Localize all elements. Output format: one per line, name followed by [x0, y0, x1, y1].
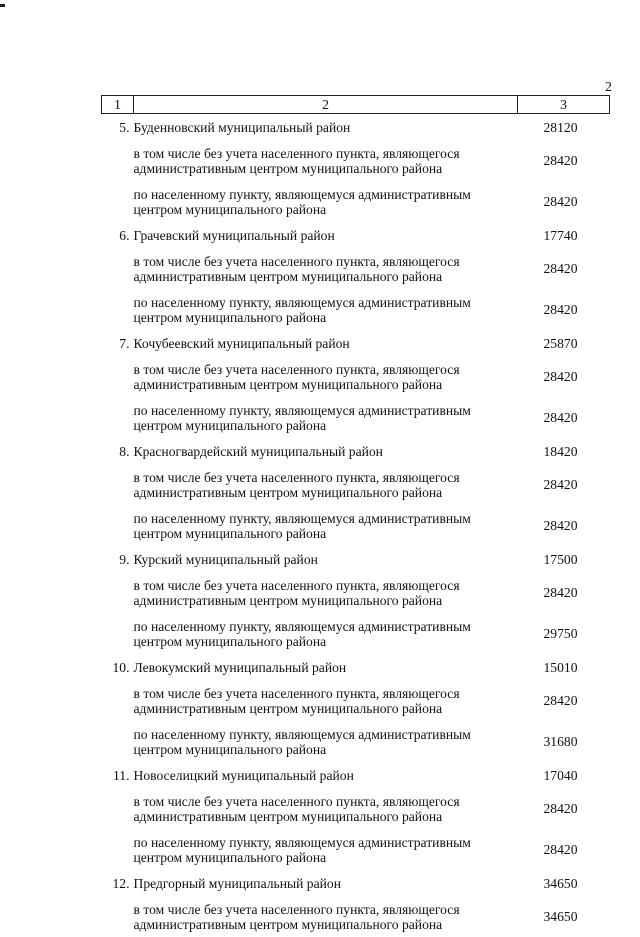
sub-row [102, 248, 610, 289]
district-name: Предгорный муниципальный район [134, 870, 518, 896]
sub-row [102, 140, 610, 181]
header-col-3: 3 [518, 96, 610, 114]
sub-row-spacer [102, 613, 134, 654]
district-value: 28120 [518, 114, 610, 141]
sub-row-value: 28420 [518, 788, 610, 829]
row-number: 11. [102, 762, 134, 788]
sub-row-description: по населенному пункту, являющемуся административным центром муниципального района [134, 181, 518, 222]
sub-row-spacer [102, 397, 134, 438]
sub-row-description: по населенному пункту, являющемуся административным центром муниципального района [134, 505, 518, 546]
sub-row [102, 613, 610, 654]
district-row [102, 762, 610, 788]
sub-row [102, 829, 610, 870]
sub-row-value: 28420 [518, 140, 610, 181]
sub-row-value: 28420 [518, 356, 610, 397]
sub-row [102, 464, 610, 505]
sub-row-spacer [102, 248, 134, 289]
sub-row-value: 28420 [518, 829, 610, 870]
sub-row [102, 397, 610, 438]
sub-row-description: по населенному пункту, являющемуся административным центром муниципального района [134, 397, 518, 438]
sub-row [102, 181, 610, 222]
sub-row-value: 28420 [518, 289, 610, 330]
sub-row-description: в том числе без учета населенного пункта, являющегося административным центром муниципального района [134, 356, 518, 397]
district-value: 34650 [518, 870, 610, 896]
sub-row-value: 28420 [518, 505, 610, 546]
header-col-1: 1 [102, 96, 134, 114]
district-value: 17500 [518, 546, 610, 572]
district-name: Буденновский муниципальный район [134, 114, 518, 141]
district-value: 18420 [518, 438, 610, 464]
sub-row [102, 721, 610, 762]
row-number: 9. [102, 546, 134, 572]
sub-row-value: 29750 [518, 613, 610, 654]
sub-row [102, 572, 610, 613]
sub-row [102, 505, 610, 546]
sub-row-description: по населенному пункту, являющемуся административным центром муниципального района [134, 289, 518, 330]
district-value: 17740 [518, 222, 610, 248]
district-name: Грачевский муниципальный район [134, 222, 518, 248]
sub-row [102, 356, 610, 397]
table-body [102, 114, 610, 937]
page-number: 2 [605, 80, 612, 96]
district-row [102, 438, 610, 464]
sub-row-spacer [102, 721, 134, 762]
district-name: Курский муниципальный район [134, 546, 518, 572]
district-value: 25870 [518, 330, 610, 356]
sub-row-spacer [102, 572, 134, 613]
sub-row [102, 788, 610, 829]
scan-edge-mark [0, 4, 5, 7]
sub-row-value: 34650 [518, 896, 610, 937]
sub-row-spacer [102, 289, 134, 330]
sub-row [102, 680, 610, 721]
sub-row-spacer [102, 356, 134, 397]
row-number: 5. [102, 114, 134, 141]
sub-row-value: 28420 [518, 464, 610, 505]
sub-row-value: 28420 [518, 181, 610, 222]
sub-row-description: в том числе без учета населенного пункта, являющегося административным центром муниципального района [134, 572, 518, 613]
sub-row-value: 28420 [518, 248, 610, 289]
district-row [102, 114, 610, 141]
row-number: 12. [102, 870, 134, 896]
sub-row-description: по населенному пункту, являющемуся административным центром муниципального района [134, 613, 518, 654]
sub-row-spacer [102, 505, 134, 546]
sub-row-description: в том числе без учета населенного пункта, являющегося административным центром муниципального района [134, 788, 518, 829]
row-number: 10. [102, 654, 134, 680]
district-name: Левокумский муниципальный район [134, 654, 518, 680]
sub-row-spacer [102, 464, 134, 505]
allowance-table [101, 95, 610, 937]
sub-row-description: в том числе без учета населенного пункта, являющегося административным центром муниципального района [134, 896, 518, 937]
sub-row-value: 31680 [518, 721, 610, 762]
sub-row-value: 28420 [518, 572, 610, 613]
table-header-row [102, 96, 610, 114]
sub-row-spacer [102, 788, 134, 829]
district-name: Новоселицкий муниципальный район [134, 762, 518, 788]
district-row [102, 330, 610, 356]
sub-row-spacer [102, 181, 134, 222]
sub-row-value: 28420 [518, 680, 610, 721]
sub-row-spacer [102, 896, 134, 937]
district-value: 15010 [518, 654, 610, 680]
row-number: 8. [102, 438, 134, 464]
sub-row-description: в том числе без учета населенного пункта, являющегося административным центром муниципального района [134, 680, 518, 721]
sub-row-description: в том числе без учета населенного пункта, являющегося административным центром муниципального района [134, 464, 518, 505]
sub-row-spacer [102, 680, 134, 721]
district-name: Кочубеевский муниципальный район [134, 330, 518, 356]
district-row [102, 546, 610, 572]
district-value: 17040 [518, 762, 610, 788]
district-row [102, 222, 610, 248]
sub-row-spacer [102, 140, 134, 181]
sub-row-value: 28420 [518, 397, 610, 438]
sub-row-description: по населенному пункту, являющемуся административным центром муниципального района [134, 829, 518, 870]
district-row [102, 654, 610, 680]
sub-row-description: в том числе без учета населенного пункта, являющегося административным центром муниципального района [134, 140, 518, 181]
district-row [102, 870, 610, 896]
sub-row [102, 289, 610, 330]
sub-row-spacer [102, 829, 134, 870]
header-col-2: 2 [134, 96, 518, 114]
sub-row-description: по населенному пункту, являющемуся административным центром муниципального района [134, 721, 518, 762]
district-name: Красногвардейский муниципальный район [134, 438, 518, 464]
row-number: 7. [102, 330, 134, 356]
sub-row-description: в том числе без учета населенного пункта, являющегося административным центром муниципального района [134, 248, 518, 289]
sub-row [102, 896, 610, 937]
row-number: 6. [102, 222, 134, 248]
